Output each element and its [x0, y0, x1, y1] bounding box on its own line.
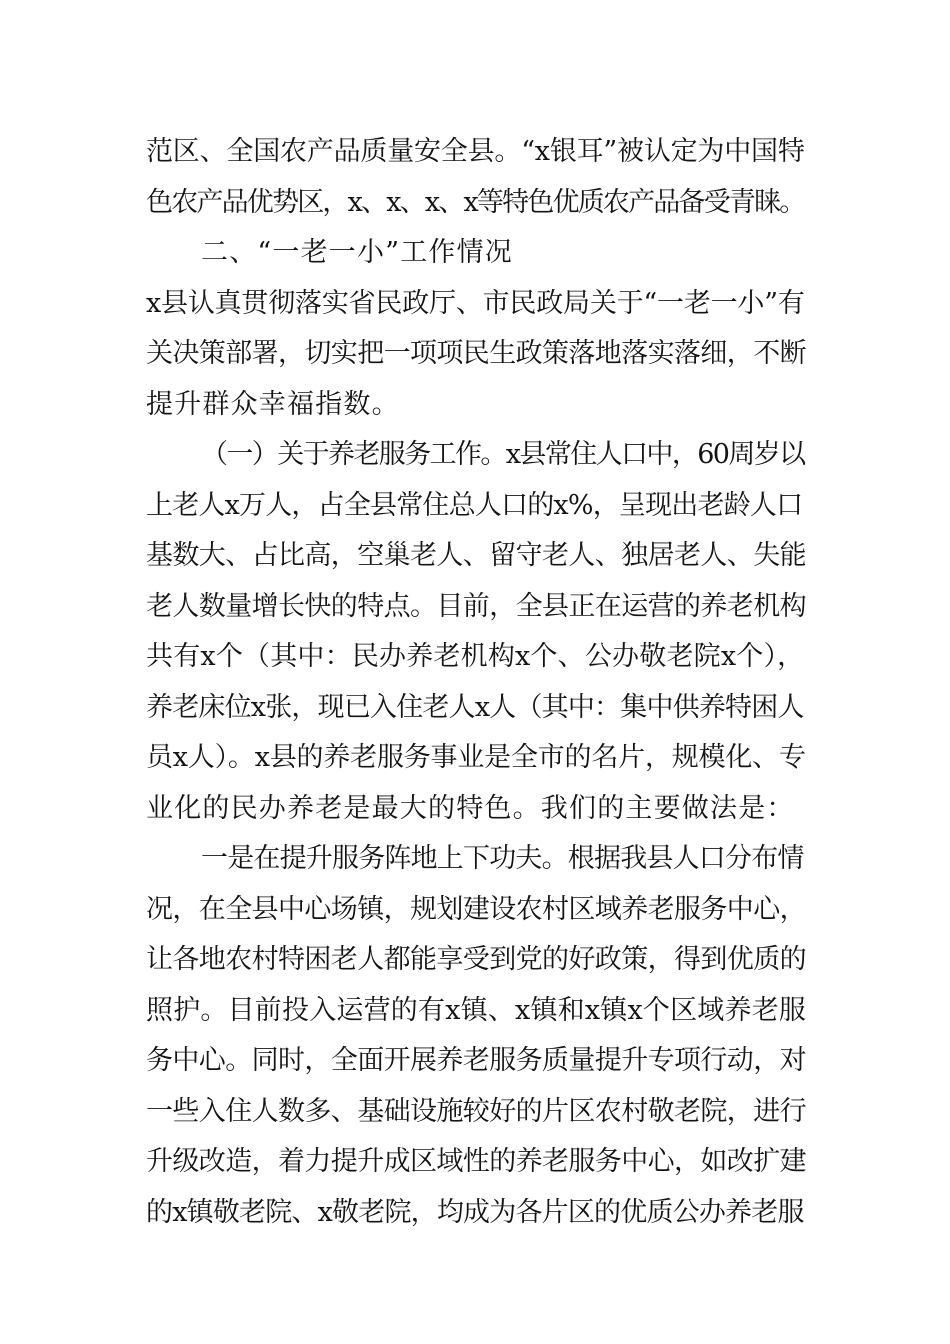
- text-line: 让各地农村特困老人都能享受到党的好政策，得到优质的: [146, 944, 806, 975]
- text-line: 上老人x万人，占全县常住总人口的x%，呈现出老龄人口: [146, 489, 803, 521]
- paragraph-start-line: （一）关于养老服务工作。x县常住人口中，60周岁以: [201, 439, 805, 470]
- text-line: 务中心。同时，全面开展养老服务质量提升专项行动，对: [146, 1045, 806, 1076]
- paragraph-start-line: 一是在提升服务阵地上下功夫。根据我县人口分布情: [201, 843, 804, 874]
- text-line: 基数大、占比高，空巢老人、留守老人、独居老人、失能: [146, 540, 806, 571]
- text-line: 关决策部署，切实把一项项民生政策落地落实落细，不断: [146, 338, 806, 369]
- section-heading: 二、“一老一小”工作情况: [201, 237, 514, 268]
- text-line: 照护。目前投入运营的有x镇、x镇和x镇x个区域养老服: [146, 994, 807, 1026]
- text-line: 养老床位x张，现已入住老人x人（其中：集中供养特困人: [146, 691, 804, 723]
- text-line: 的x镇敬老院、x敬老院，均成为各片区的优质公办养老服: [146, 1196, 804, 1228]
- text-line: 况，在全县中心场镇，规划建设农村区域养老服务中心，: [146, 893, 806, 925]
- text-line: 共有x个（其中：民办养老机构x个、公办敬老院x个），: [146, 641, 805, 672]
- text-line: 一些入住人数多、基础设施较好的片区农村敬老院，进行: [146, 1095, 806, 1127]
- text-line: 色农产品优势区，x、x、x、x等特色优质农产品备受青睐。: [146, 186, 805, 218]
- text-line: 业化的民办养老是最大的特色。我们的主要做法是：: [146, 792, 795, 824]
- text-line: 员x人）。x县的养老服务事业是全市的名片，规模化、专: [146, 742, 806, 773]
- text-line: 老人数量增长快的特点。目前，全县正在运营的养老机构: [146, 590, 806, 622]
- text-line: 升级改造，着力提升成区域性的养老服务中心，如改扩建: [146, 1146, 806, 1177]
- text-line: x县认真贯彻落实省民政厅、市民政局关于“一老一小”有: [146, 287, 805, 319]
- text-line: 提升群众幸福指数。: [146, 388, 400, 420]
- text-line: 范区、全国农产品质量安全县。“x银耳”被认定为中国特: [146, 136, 805, 167]
- document-body: [146, 127, 806, 1238]
